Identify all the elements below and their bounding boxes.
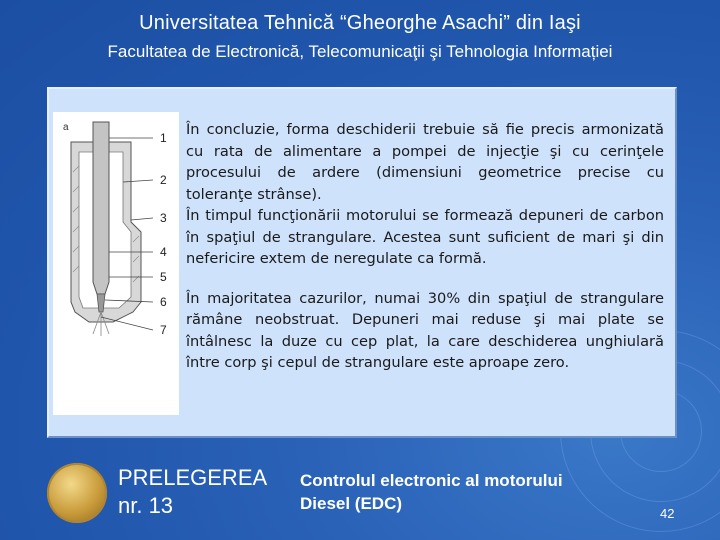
university-title: Universitatea Tehnică “Gheorghe Asachi” din Iaşi [139, 12, 581, 34]
lecture-number: nr. 13 [118, 493, 174, 518]
callout-1: 1 [160, 131, 167, 145]
university-medal-logo [47, 463, 107, 523]
lecture-label [118, 464, 267, 520]
callout-3: 3 [160, 211, 167, 225]
callout-7: 7 [160, 323, 167, 337]
callout-2: 2 [160, 173, 167, 187]
callout-5: 5 [160, 270, 167, 284]
course-title-line2: Diesel (EDC) [300, 494, 403, 513]
nozzle-drawing [53, 112, 179, 415]
injector-nozzle-figure [53, 112, 179, 415]
callout-4: 4 [160, 245, 167, 259]
figure-label: a [63, 122, 69, 133]
paragraph-conclusion: În concluzie, forma deschiderii trebuie să fie precis armonizată cu rata de alimentare a pompei de injecţie şi cu cerinţele procesului de ardere (dimensiuni geometrice precise cu toleranţe strânse). [186, 121, 664, 203]
body-text [186, 119, 664, 374]
lecture-title: PRELEGEREA [118, 465, 268, 490]
faculty-title: Facultatea de Electronică, Telecomunicaţii şi Tehnologia Informației [107, 42, 613, 61]
callout-6: 6 [160, 295, 167, 309]
course-title-line1: Controlul electronic al motorului [300, 471, 563, 490]
paragraph-throttle-space: În majoritatea cazurilor, numai 30% din spaţiul de strangulare rămâne neobstruat. Depuneri mai reduse şi mai plate se întâlnesc la duze cu cep plat, la care deschiderea unghiulară între corp şi cepul de strangulare este aproape zero. [186, 289, 664, 371]
course-title [300, 469, 563, 515]
page-number: 42 [660, 506, 675, 521]
paragraph-carbon-deposits: În timpul funcţionării motorului se formează depuneri de carbon în spaţiul de strangulare. Acestea sunt suficient de mari şi din nefericire extem de neregulate ca formă. [186, 207, 664, 267]
